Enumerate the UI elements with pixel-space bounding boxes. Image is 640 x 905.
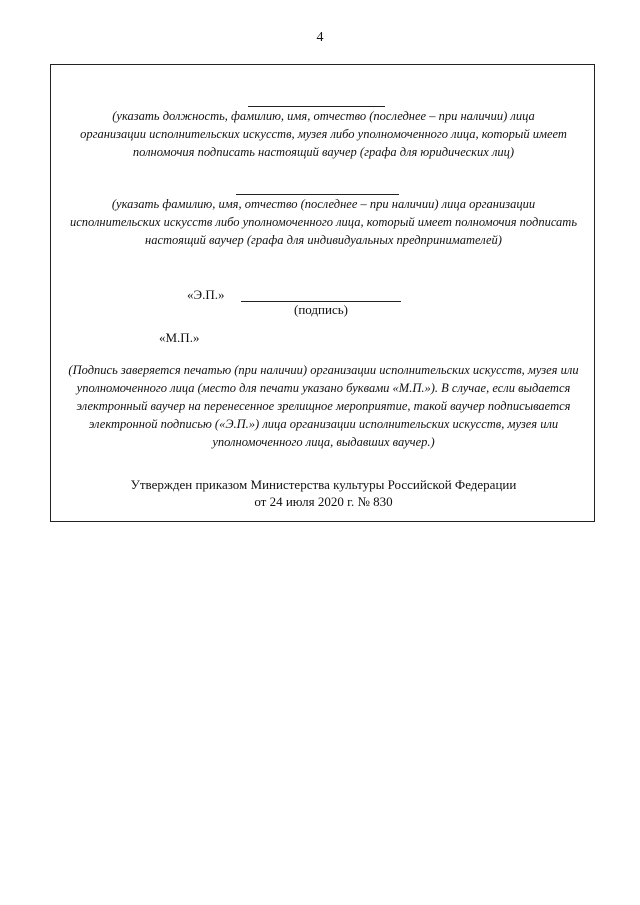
legal-entity-note-line: полномочия подписать настоящий ваучер (графа для юридических лиц) <box>132 145 515 159</box>
approval-note <box>51 476 596 510</box>
legal-entity-note-line: организации исполнительских искусств, музея либо уполномоченного лица, который имеет <box>80 127 567 141</box>
page-number: 4 <box>316 30 324 45</box>
stamp-place-label: «М.П.» <box>159 330 200 345</box>
legal-entity-note <box>51 107 596 161</box>
electronic-signature-label: «Э.П.» <box>187 287 225 302</box>
certification-note-line: электронной подписью («Э.П.») лица организации исполнительских искусств, музея или <box>88 417 559 431</box>
legal-entity-note-line: (указать должность, фамилию, имя, отчество (последнее – при наличии) лица <box>112 109 535 123</box>
entrepreneur-note-line: исполнительских искусств либо уполномоченного лица, который имеет полномочия подписать <box>69 215 578 229</box>
certification-note-line: уполномоченного лица (место для печати указано буквами «М.П.»). В случае, если выдается <box>76 381 571 395</box>
entrepreneur-note-line: (указать фамилию, имя, отчество (последнее – при наличии) лица организации <box>111 197 536 211</box>
certification-note-line: (Подпись заверяется печатью (при наличии) организации исполнительских искусств, музея или <box>68 363 579 377</box>
signature-caption: (подпись) <box>294 302 348 317</box>
voucher-signature-frame <box>50 64 595 522</box>
certification-note-line: электронный ваучер на перенесенное зрелищное мероприятие, такой ваучер подписывается <box>76 399 571 413</box>
entrepreneur-note-line: настоящий ваучер (графа для индивидуальных предпринимателей) <box>145 233 502 247</box>
certification-note <box>51 361 596 451</box>
entrepreneur-note <box>51 195 596 249</box>
approval-line-2: от 24 июля 2020 г. № 830 <box>254 494 393 509</box>
certification-note-line: уполномоченного лица, выдавших ваучер.) <box>212 435 435 449</box>
approval-line-1: Утвержден приказом Министерства культуры Российской Федерации <box>130 477 517 492</box>
